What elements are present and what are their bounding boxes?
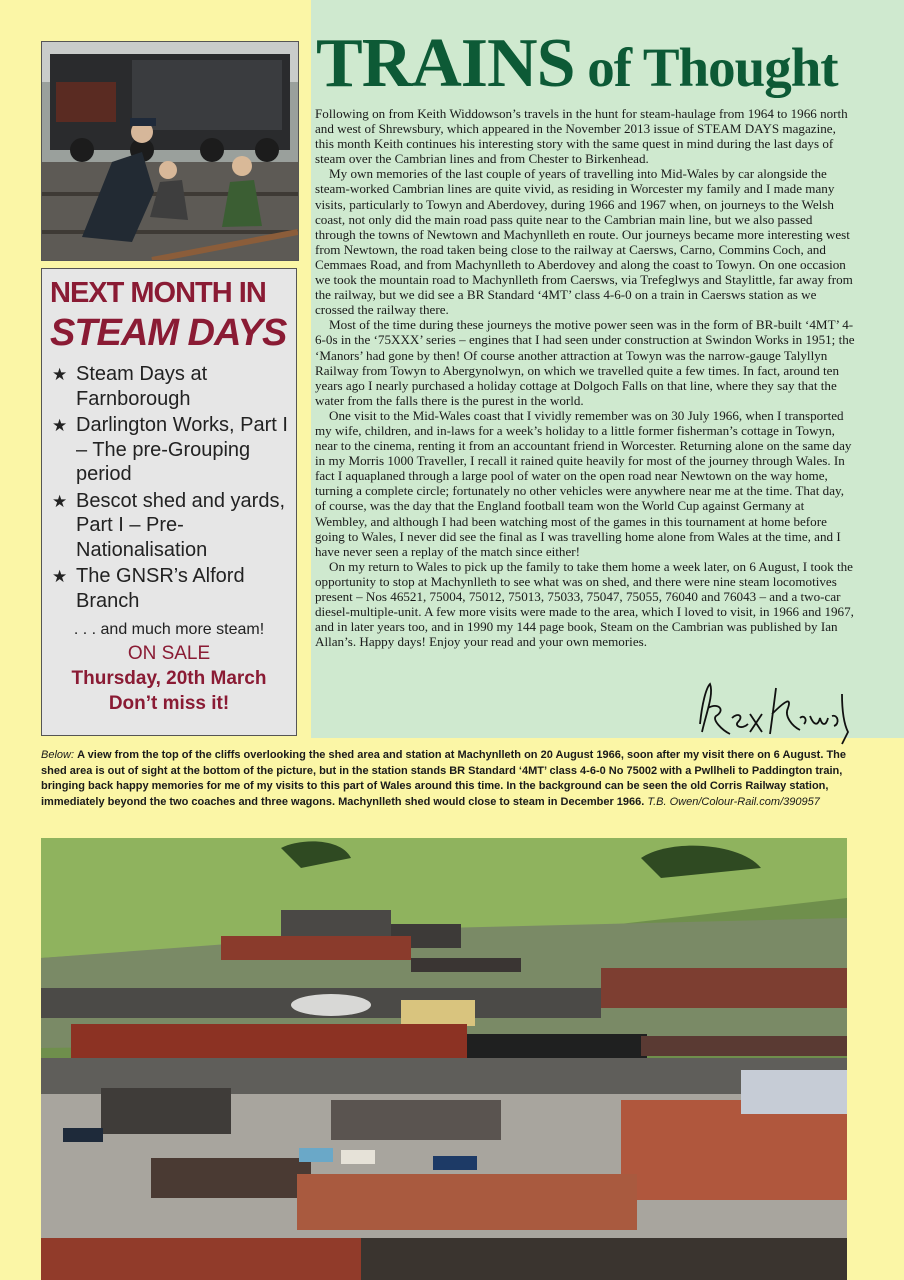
much-more-text: . . . and much more steam! — [73, 621, 265, 638]
main-photo-image — [41, 838, 847, 1280]
list-item-label: Darlington Works, Part I – The pre-Grouping period — [76, 414, 288, 485]
star-icon: ★ — [52, 416, 68, 435]
list-item — [50, 489, 288, 563]
caption-text: A view from the top of the cliffs overlooking the shed area and station at Machynlleth on 20 August 1966, soon after my visit there on 6 August. The shed area is out of sight at the bottom of the picture, but in the station stands BR Standard ‘4MT’ class 4-6-0 No 75002 with a Pwllheli to Paddington train, bringing back happy memories for me of my visits to this part of Wales around this time. In the background can be seen the old Corris Railway station, immediately beyond the two coaches and three wagons. Machynlleth shed would close to steam in December 1966. — [41, 749, 847, 808]
next-month-list — [50, 362, 288, 613]
star-icon: ★ — [52, 365, 68, 384]
on-sale-date: Thursday, 20th March — [71, 668, 267, 689]
list-item — [50, 413, 288, 487]
main-photo — [41, 838, 847, 1280]
article-paragraph: On my return to Wales to pick up the family to take them home a week later, on 6 August, I took the opportunity to stop at Machynlleth to see what was on shed, and there were nine steam locomotives present – Nos 46521, 75004, 75012, 75013, 75033, 75047, 75055, 76040 and 76043 – and a two-car diesel-multiple-unit. A few more visits were made to the area, which I loved to visit, in 1966 and 1967, and in later years too, and in 1990 my 144 page book, Steam on the Cambrian was published by Ian Allan’s. Happy days! Enjoy your read and your own memories. — [315, 558, 854, 650]
title-part-2: of Thought — [574, 37, 838, 98]
signature-image — [692, 674, 862, 746]
caption-credit: T.B. Owen/Colour-Rail.com/390957 — [647, 795, 820, 808]
next-month-heading: NEXT MONTH IN — [50, 277, 266, 309]
top-photo-image — [42, 42, 298, 260]
page-title — [316, 25, 838, 111]
article-body — [315, 106, 855, 649]
top-photo — [41, 41, 299, 261]
article-paragraph: One visit to the Mid-Wales coast that I vividly remember was on 30 July 1966, when I transported my wife, children, and in-laws for a week’s holiday to a little former fisherman’s cottage in Towyn, near to the cinema, renting it from an accountant friend in Worcester. Returning alone on the same day in my Morris 1000 Traveller, I recall it rained quite heavily for most of the journey through Wales. In fact I aquaplaned through a large pool of water on the open road near Newtown on the way home, turning a complete circle; fortunately no other vehicles were anywhere near me at the time. That day, of course, was the day that the England football team won the World Cup against Germany at Wembley, and although I had been watching most of the games in this tournament at home before going to Wales, I never did see the final as I was travelling home alone from Wales at the time, and I have never seen a replay of the match since either! — [315, 407, 852, 559]
next-month-box — [41, 268, 297, 736]
article-paragraph: Most of the time during these journeys the motive power seen was in the form of BR-built ‘4MT’ 4-6-0s in the ‘75XXX’ series – engines that I had seen under construction at Swindon Works in 1951; the ‘Manors’ had gone by then! Of course another attraction at Towyn was the narrow-gauge Talyllyn Railway from Towyn to Abergynolwyn, on which we travelled quite a few times. In fact, around ten years ago I nearly purchased a holiday cottage at Dolgoch Falls on that line, where they say that the water from the falls there is the purest in the world. — [315, 317, 855, 408]
list-item-label: The GNSR’s Alford Branch — [76, 565, 245, 612]
article-paragraph: Following on from Keith Widdowson’s travels in the hunt for steam-haulage from 1964 to 1966 north and west of Shrewsbury, which appeared in the November 2013 issue of STEAM DAYS magazine, this month Keith continues his interesting story with the same quest in mind during the last days of steam over the Cambrian lines and from Chester to Birkenhead. — [315, 106, 848, 167]
title-part-1: TRAINS — [316, 25, 575, 102]
list-item-label: Bescot shed and yards, Part I – Pre-Nationalisation — [76, 489, 286, 561]
magazine-name-heading: STEAM DAYS — [50, 312, 287, 354]
star-icon: ★ — [52, 567, 68, 586]
dont-miss-text: Don’t miss it! — [108, 693, 230, 714]
list-item-label: Steam Days at Farnborough — [76, 363, 208, 410]
photo-caption — [41, 748, 863, 810]
on-sale-label: ON SALE — [127, 643, 211, 664]
caption-lead: Below: — [41, 749, 75, 761]
star-icon: ★ — [52, 491, 68, 511]
list-item — [50, 362, 288, 411]
list-item — [50, 564, 288, 613]
article-paragraph: My own memories of the last couple of years of travelling into Mid-Wales by car alongside the steam-worked Cambrian lines are quite vivid, as residing in Worcester my family and I made many visits, particularly to Towyn and Aberdovey, during 1966 and 1967 when, on journeys to the Welsh coast, not only did the main road pass quite near to the Cambrian main line, but we also passed through the towns of Newtown and Machynlleth en route. Our journeys became more interesting west from Newtown, the road taken being close to the railway at Caersws, Carno, Commins Coch, and Cemmaes Road, and from Machynlleth to Aberdovey and along the coast to Towyn. On one occasion we took the mountain road to Machynlleth from Caersws, via Trefeglwys and Staylittle, far away from the railway, but we did see a BR Standard ‘4MT’ class 4-6-0 on a train in Caersws station as we crossed the railway there. — [315, 166, 853, 318]
